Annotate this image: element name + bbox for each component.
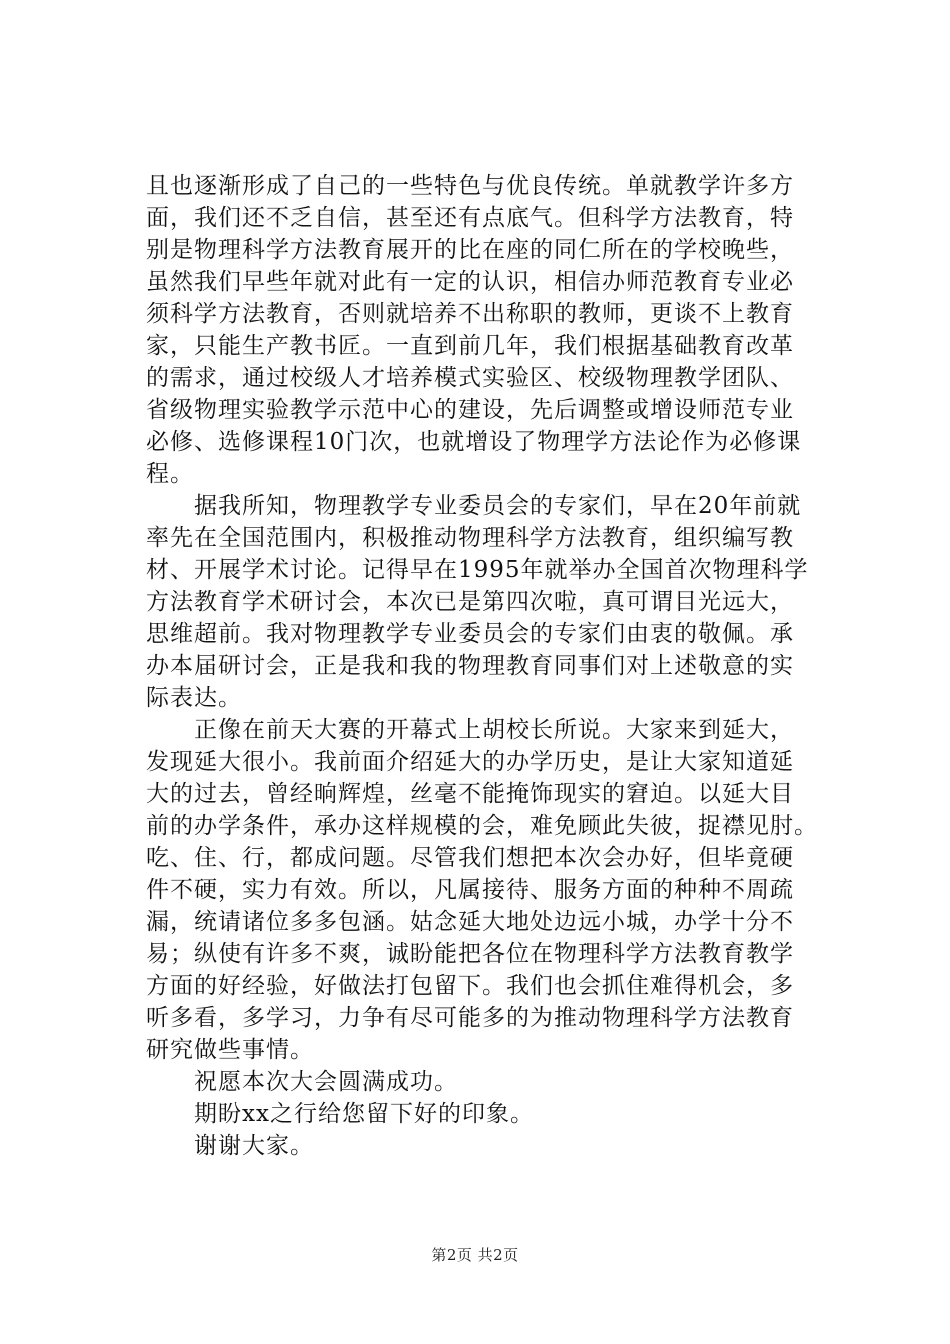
text-line: 发现延大很小。我前面介绍延大的办学历史，是让大家知道延	[146, 749, 794, 775]
text-line: 须科学方法教育，否则就培养不出称职的教师，更谈不上教育	[146, 301, 794, 327]
text-line: 易；纵使有许多不爽，诚盼能把各位在物理科学方法教育教学	[146, 941, 794, 967]
text-line: 别是物理科学方法教育展开的比在座的同仁所在的学校晚些，	[146, 237, 794, 263]
body-text	[146, 170, 826, 1162]
text-line: 听多看，多学习，力争有尽可能多的为推动物理科学方法教育	[146, 1005, 794, 1031]
text-line: 谢谢大家。	[146, 1133, 314, 1159]
text-line: 大的过去，曾经晌辉煌，丝毫不能掩饰现实的窘迫。以延大目	[146, 781, 794, 807]
text-line: 据我所知，物理教学专业委员会的专家们，早在20年前就	[146, 493, 802, 519]
text-line: 办本届研讨会，正是我和我的物理教育同事们对上述敬意的实	[146, 653, 794, 679]
text-line: 面，我们还不乏自信，甚至还有点底气。但科学方法教育，特	[146, 205, 794, 231]
text-line: 期盼xx之行给您留下好的印象。	[146, 1101, 534, 1127]
text-line: 且也逐渐形成了自己的一些特色与优良传统。单就教学许多方	[146, 173, 794, 199]
text-line: 正像在前天大赛的开幕式上胡校长所说。大家来到延大，	[146, 717, 794, 743]
text-line: 的需求，通过校级人才培养模式实验区、校级物理教学团队、	[146, 365, 794, 391]
text-line: 漏，统请诸位多多包涵。姑念延大地处边远小城，办学十分不	[146, 909, 794, 935]
text-line: 家，只能生产教书匠。一直到前几年，我们根据基础教育改革	[146, 333, 794, 359]
text-line: 思维超前。我对物理教学专业委员会的专家们由衷的敬佩。承	[146, 621, 794, 647]
text-line: 件不硬，实力有效。所以，凡属接待、服务方面的种种不周疏	[146, 877, 794, 903]
text-line: 材、开展学术讨论。记得早在1995年就举办全国首次物理科学	[146, 557, 809, 583]
text-line: 吃、住、行，都成问题。尽管我们想把本次会办好，但毕竟硬	[146, 845, 794, 871]
text-line: 必修、选修课程10门次，也就增设了物理学方法论作为必修课	[146, 429, 802, 455]
text-line: 际表达。	[146, 685, 242, 711]
text-line: 省级物理实验教学示范中心的建设，先后调整或增设师范专业	[146, 397, 794, 423]
text-line: 祝愿本次大会圆满成功。	[146, 1069, 458, 1095]
text-line: 程。	[146, 461, 194, 487]
text-line: 方面的好经验，好做法打包留下。我们也会抓住难得机会，多	[146, 973, 794, 999]
page-footer: 第2页 共2页	[431, 1246, 519, 1264]
text-line: 率先在全国范围内，积极推动物理科学方法教育，组织编写教	[146, 525, 794, 551]
text-line: 虽然我们早些年就对此有一定的认识，相信办师范教育专业必	[146, 269, 794, 295]
text-line: 方法教育学术研讨会，本次已是第四次啦，真可谓目光远大，	[146, 589, 794, 615]
text-line: 研究做些事情。	[146, 1037, 314, 1063]
text-line: 前的办学条件，承办这样规模的会，难免顾此失彼，捉襟见肘。	[146, 813, 818, 839]
